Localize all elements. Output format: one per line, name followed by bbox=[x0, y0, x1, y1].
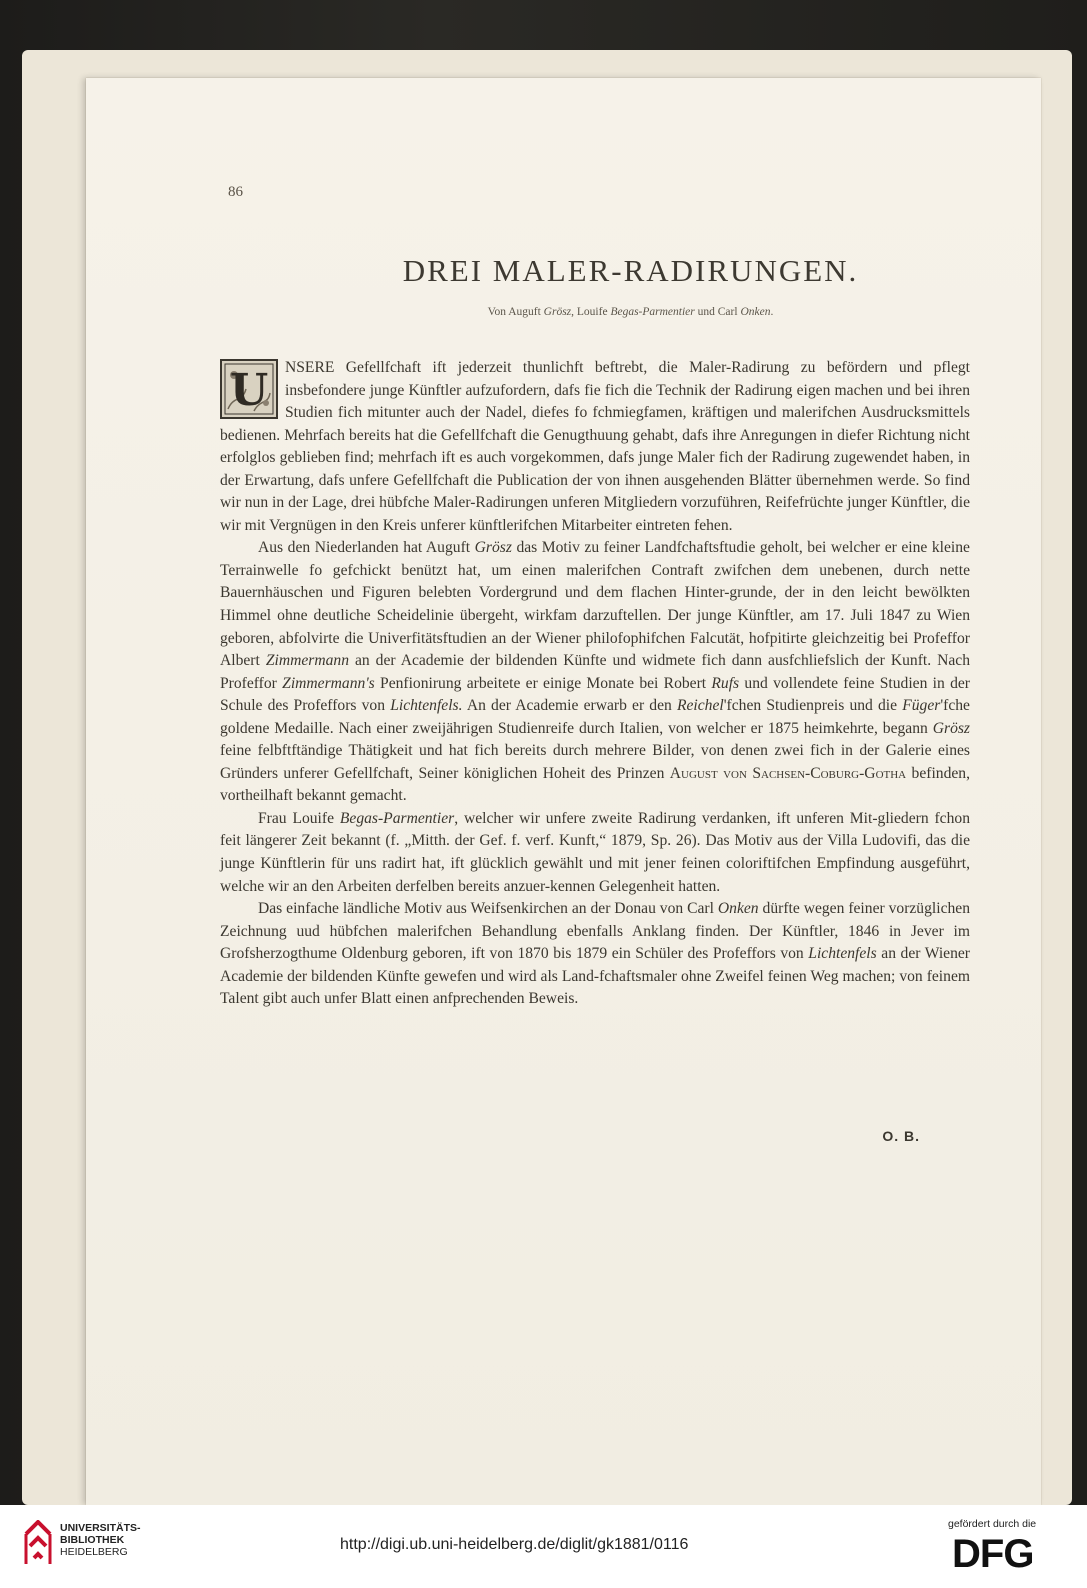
paragraph-4: Das einfache ländliche Motiv aus Weifsenkirchen an der Donau von Carl Onken dürfte wegen feiner vorzüglichen Zeichnung uud hübfchen malerifchen Behandlung ebenfalls Anklang finden. Der Künftler, 1846 in Jever im Grofsherzogthume Oldenburg geboren, ift von 1870 bis 1879 ein Schüler des Profeffors von Lichtenfels an der Wiener Academie der bildenden Künfte gewefen und wird als Land-fchaftsmaler ohne Zweifel feinen Weg machen; von feinem Talent gibt auch unfer Blatt einen anfprechenden Beweis. bbox=[220, 900, 971, 1008]
article-title: DREI MALER-RADIRUNGEN. bbox=[402, 253, 859, 288]
decorated-initial-u-icon bbox=[220, 359, 278, 419]
library-name[interactable]: UNIVERSITÄTS- BIBLIOTHEK HEIDELBERG bbox=[60, 1522, 141, 1558]
permalink-url[interactable]: http://digi.ub.uni-heidelberg.de/diglit/gk1881/0116 bbox=[340, 1536, 689, 1553]
paragraph-3: Frau Louife Begas-Parmentier, welcher wir unfere zweite Radirung verdanken, ift unferen Mit-gliedern fchon feit längerer Zeit bekannt (f. „Mitth. der Gef. f. verf. Kunft,“ 1879, Sp. 26). Das Motiv aus der Villa Ludovifi, das die junge Künftlerin für uns radirt hat, ift glücklich gewählt und mit jener feinen coloriftifchen Empfindung ausgeführt, welche wir an den Arbeiten derfelben bereits anzuer-kennen Gelegenheit hatten. bbox=[220, 809, 970, 895]
page-number: 86 bbox=[228, 184, 243, 200]
paragraph-1: U NSERE Gefellfchaft ift jederzeit thunlichft beftrebt, die Maler-Radirung zu befördern und pflegt insbefondere junge Künftler aufzufordern, dafs fie fich die Technik der Radirung eigen machen und bei ihren Studien fich mitunter auch der Nadel, diefes fo fchmiegfamen, kräftigen und malerifchen Ausdrucksmittels bedienen. Mehrfach bereits hat die Gefellfchaft die Genugthuung gehabt, dafs ihre Anregungen in diefer Richtung nicht erfolglos geblieben find; mehrfach ift es auch vorgekommen, dafs junge Maler fich der Radirung zugewendet haben, in der Erwartung, dafs unfere Gefellfchaft die Publication der von ihnen ausgehenden Blätter übernehmen werde. So find wir nun in der Lage, drei hübfche Maler-Radirungen unferen Mitgliedern vorzuführen, Reifefrüchte junger Künftler, die wir mit Vergnügen in den Kreis unferer künftlerifchen Mitarbeiter eintreten fehen. bbox=[220, 359, 970, 534]
ub-heidelberg-logo-icon[interactable] bbox=[24, 1520, 52, 1566]
byline: Von Auguft Grösz, Louife Begas-Parmentier und Carl Onken. bbox=[487, 306, 774, 318]
dfg-logo[interactable]: DFG bbox=[952, 1532, 1034, 1576]
article-body bbox=[220, 357, 970, 1011]
paragraph-2: Aus den Niederlanden hat Auguft Grösz das Motiv zu feiner Landfchaftsftudie geholt, bei welcher er eine kleine Terrainwelle fo gefchickt benützt hat, um einen malerifchen Contraft zwifchen dem unebenen, durch nette Bauernhäuschen und Figuren belebten Vordergrund und dem flachen Hinter-grunde, der in den leicht bewölkten Himmel ohne deutliche Scheidelinie übergeht, wirkfam darzuftellen. Der junge Künftler, am 17. Juli 1847 zu Wien geboren, abfolvirte die Univerfitätsftudien an der Wiener philofophifchen Falcutät, hofpitirte gleichzeitig bei Profeffor Albert Zimmermann an der Academie der bildenden Künfte und widmete fich dann ausfchliefslich der Kunft. Nach Profeffor Zimmermann's Penfionirung arbeitete er einige Monate bei Robert Rufs und vollendete feine Studien in der Schule des Profeffors von Lichtenfels. An der Academie erwarb er den Reichel'fchen Studienpreis und die Füger'fche goldene Medaille. Nach einer zweijährigen Studienreife durch Italien, von welcher er 1875 heimkehrte, begann Grösz feine felbftftändige Thätigkeit und hat fich bereits durch mehrere Bilder, von denen zwei fich in der Galerie eines Gründers unferer Gefellfchaft, Seiner königlichen Hoheit des Prinzen August von Sachsen-Coburg-Gotha befinden, vortheilhaft bekannt gemacht. bbox=[220, 539, 970, 805]
signature: O. B. bbox=[882, 1128, 920, 1144]
sponsor-caption: gefördert durch die bbox=[948, 1518, 1037, 1530]
svg-text:U: U bbox=[229, 365, 269, 416]
